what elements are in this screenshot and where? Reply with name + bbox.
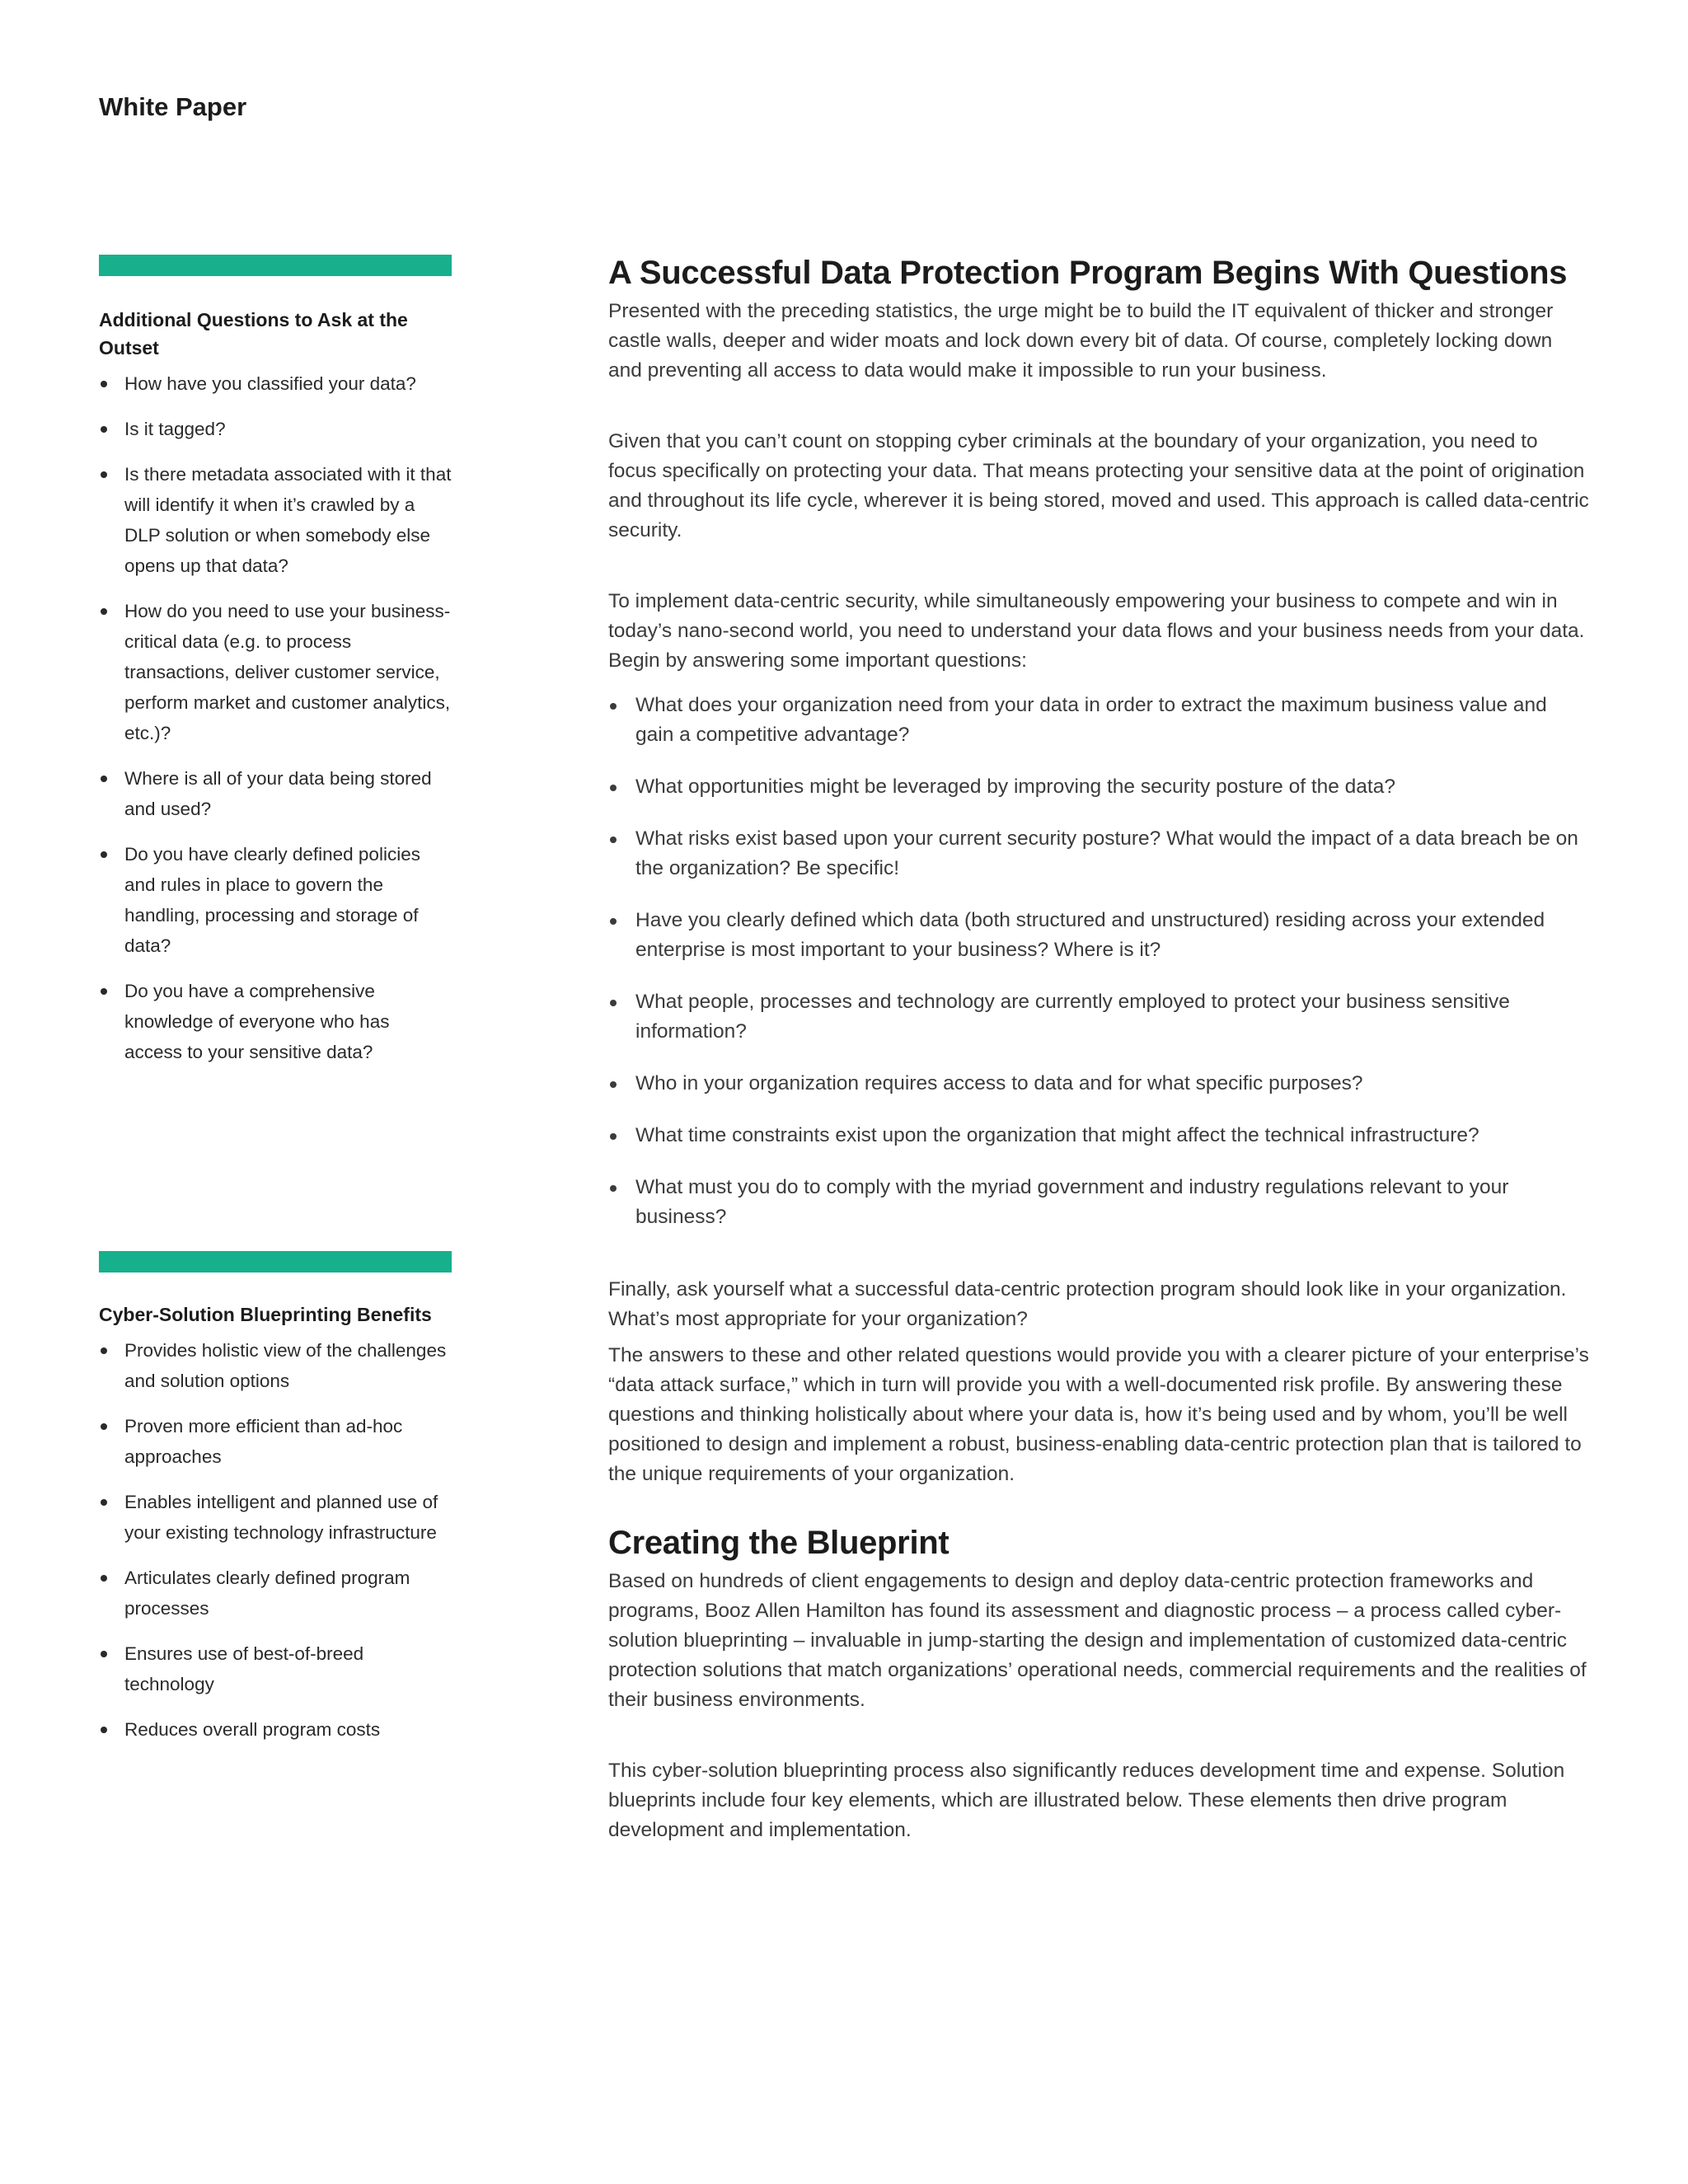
- list-item: What people, processes and technology are currently employed to protect your business sensitive information?: [608, 987, 1589, 1047]
- paragraph: The answers to these and other related questions would provide you with a clearer picture of your enterprise’s “data attack surface,” which in turn will provide you with a well-documented risk profile. By answering these questions and thinking holistically about where your data is, how it’s being used and by whom, you’ll be well positioned to design and implement a robust, business-enabling data-centric protection plan that is tailored to the unique requirements of your organization.: [608, 1344, 1589, 1485]
- list-item: What opportunities might be leveraged by improving the security posture of the data?: [608, 772, 1589, 802]
- list-item: What risks exist based upon your current security posture? What would the impact of a data breach be on the organization? Be specific!: [608, 824, 1589, 883]
- accent-bar: [99, 255, 452, 276]
- paragraph: Based on hundreds of client engagements to design and deploy data-centric protection frameworks and programs, Booz Allen Hamilton has found its assessment and diagnostic process – a process called cyber-solution blueprinting – invaluable in jump-starting the design and implementation of customized data-centric protection solutions that match organizations’ operational needs, commercial requirements and the realities of their business environments.: [608, 1570, 1587, 1711]
- document-type-label: White Paper: [99, 92, 247, 121]
- list-item: Proven more efficient than ad-hoc approaches: [99, 1411, 452, 1472]
- sidebar-title: Additional Questions to Ask at the Outset: [99, 309, 408, 359]
- accent-bar: [99, 1251, 452, 1272]
- paragraph: This cyber-solution blueprinting process also significantly reduces development time and expense. Solution blueprints include four key elements, which are illustrated below. These elements then drive program development and implementation.: [608, 1760, 1565, 1841]
- paragraph: Finally, ask yourself what a successful data-centric protection program should look like in your organization. What’s most appropriate for your organization?: [608, 1278, 1567, 1330]
- list-item: Is it tagged?: [99, 414, 452, 444]
- list-item: What must you do to comply with the myriad government and industry regulations relevant to your business?: [608, 1173, 1589, 1232]
- list-item: Who in your organization requires access to data and for what specific purposes?: [608, 1069, 1589, 1099]
- paragraph: To implement data-centric security, while simultaneously empowering your business to compete and win in today’s nano-second world, you need to understand your data flows and your business needs from your data. Begin by answering some important questions:: [608, 590, 1585, 672]
- main-content: [608, 249, 1589, 1886]
- list-item: What time constraints exist upon the organization that might affect the technical infrastructure?: [608, 1121, 1589, 1151]
- sidebar-list: [99, 368, 452, 1067]
- list-item: Provides holistic view of the challenges and solution options: [99, 1335, 452, 1396]
- list-item: How do you need to use your business-critical data (e.g. to process transactions, deliver customer service, perform market and customer analytics, etc.)?: [99, 596, 452, 748]
- list-item: Enables intelligent and planned use of your existing technology infrastructure: [99, 1487, 452, 1548]
- paragraph: Presented with the preceding statistics, the urge might be to build the IT equivalent of thicker and stronger castle walls, deeper and wider moats and lock down every bit of data. Of course, completely locking down and preventing all access to data would make it impossible to run your business.: [608, 300, 1554, 382]
- section-heading: A Successful Data Protection Program Begins With Questions: [608, 255, 1568, 291]
- questions-list: [608, 691, 1589, 1232]
- list-item: Where is all of your data being stored and used?: [99, 763, 452, 824]
- sidebar-additional-questions: [99, 255, 452, 1082]
- list-item: Do you have clearly defined policies and rules in place to govern the handling, processing and storage of data?: [99, 839, 452, 961]
- list-item: Is there metadata associated with it that will identify it when it’s crawled by a DLP solution or when somebody else opens up that data?: [99, 459, 452, 581]
- list-item: Do you have a comprehensive knowledge of everyone who has access to your sensitive data?: [99, 976, 452, 1067]
- sidebar-blueprinting-benefits: [99, 1251, 452, 1760]
- paragraph: Given that you can’t count on stopping cyber criminals at the boundary of your organization, you need to focus specifically on protecting your data. That means protecting your sensitive data at the point of origination and throughout its life cycle, wherever it is being stored, moved and used. This approach is called data-centric security.: [608, 430, 1589, 541]
- list-item: Ensures use of best-of-breed technology: [99, 1638, 452, 1699]
- sidebar-list: [99, 1335, 452, 1745]
- sidebar-title: Cyber-Solution Blueprinting Benefits: [99, 1304, 432, 1325]
- list-item: Reduces overall program costs: [99, 1714, 452, 1745]
- section-heading: Creating the Blueprint: [608, 1525, 950, 1561]
- list-item: Have you clearly defined which data (both structured and unstructured) residing across your extended enterprise is most important to your business? Where is it?: [608, 906, 1589, 965]
- list-item: What does your organization need from your data in order to extract the maximum business value and gain a competitive advantage?: [608, 691, 1589, 750]
- list-item: How have you classified your data?: [99, 368, 452, 399]
- list-item: Articulates clearly defined program processes: [99, 1563, 452, 1624]
